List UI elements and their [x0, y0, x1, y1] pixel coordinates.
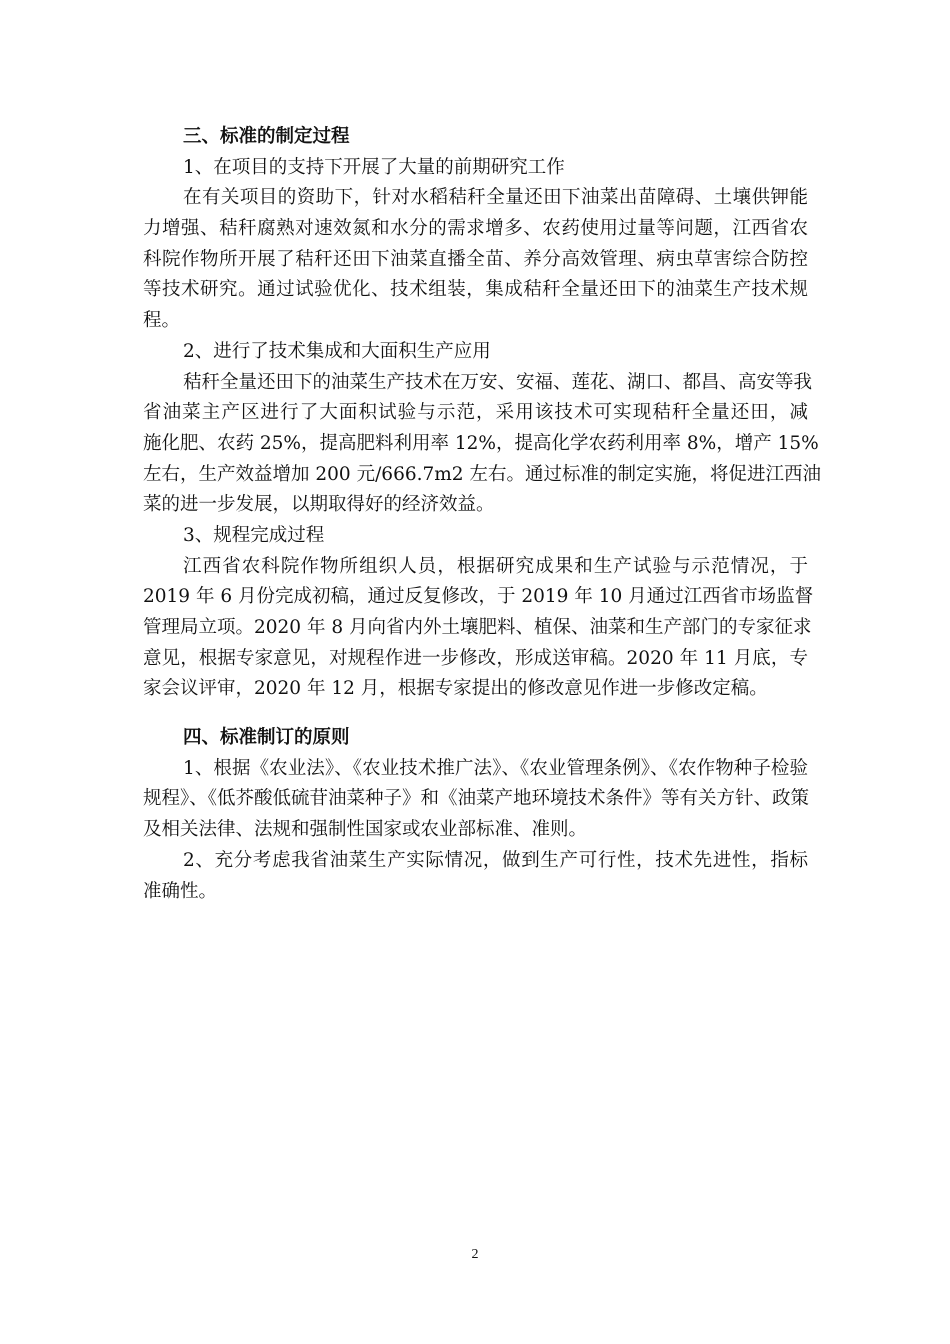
- text-line: 左右，生产效益增加 200 元/666.7m2 左右。通过标准的制定实施，将促进江西油: [143, 463, 821, 485]
- paragraph: [143, 183, 808, 336]
- text-line: 2019 年 6 月份完成初稿，通过反复修改，于 2019 年 10 月通过江西省市场监督: [143, 586, 814, 608]
- paragraph: [143, 337, 808, 368]
- text-line: 江西省农科院作物所组织人员，根据研究成果和生产试验与示范情况，于: [183, 555, 808, 577]
- section: [143, 122, 821, 705]
- paragraph: [143, 153, 808, 184]
- text-line: 意见，根据专家意见，对规程作进一步修改，形成送审稿。2020 年 11 月底，专: [143, 647, 808, 669]
- paragraph: [143, 552, 814, 705]
- text-line: 科院作物所开展了秸秆还田下油菜直播全苗、养分高效管理、病虫草害综合防控: [143, 248, 808, 270]
- paragraph: [143, 754, 808, 846]
- document-body: [143, 122, 821, 907]
- section-heading: 四、标准制订的原则: [183, 727, 350, 749]
- text-line: 1、根据《农业法》、《农业技术推广法》、《农业管理条例》、《农作物种子检验: [183, 757, 808, 779]
- section-heading: 三、标准的制定过程: [183, 126, 350, 147]
- text-line: 力增强、秸秆腐熟对速效氮和水分的需求增多、农药使用过量等问题，江西省农: [143, 218, 808, 240]
- text-line: 等技术研究。通过试验优化、技术组装，集成秸秆全量还田下的油菜生产技术规: [143, 279, 808, 301]
- text-line: 2、进行了技术集成和大面积生产应用: [183, 340, 491, 362]
- paragraph: [143, 368, 821, 521]
- paragraph: [143, 521, 808, 552]
- text-line: 省油菜主产区进行了大面积试验与示范，采用该技术可实现秸秆全量还田，减: [143, 402, 808, 424]
- text-line: 准确性。: [143, 880, 218, 902]
- text-line: 1、在项目的支持下开展了大量的前期研究工作: [183, 156, 565, 178]
- page-number: 2: [471, 1247, 479, 1262]
- text-line: 秸秆全量还田下的油菜生产技术在万安、安福、莲花、湖口、都昌、高安等我: [183, 371, 813, 393]
- text-line: 管理局立项。2020 年 8 月向省内外土壤肥料、植保、油菜和生产部门的专家征求: [143, 617, 812, 639]
- text-line: 2、充分考虑我省油菜生产实际情况，做到生产可行性，技术先进性，指标: [183, 849, 808, 871]
- text-line: 在有关项目的资助下，针对水稻秸秆全量还田下油菜出苗障碍、土壤供钾能: [183, 187, 808, 209]
- text-line: 规程》、《低芥酸低硫苷油菜种子》和《油菜产地环境技术条件》等有关方针、政策: [143, 788, 810, 810]
- text-line: 3、规程完成过程: [183, 524, 325, 546]
- text-line: 及相关法律、法规和强制性国家或农业部标准、准则。: [143, 819, 588, 841]
- paragraph: [143, 846, 808, 907]
- section: [143, 723, 808, 907]
- text-line: 菜的进一步发展，以期取得好的经济效益。: [143, 494, 495, 516]
- text-line: 家会议评审，2020 年 12 月，根据专家提出的修改意见作进一步修改定稿。: [143, 678, 768, 700]
- text-line: 程。: [143, 310, 181, 332]
- text-line: 施化肥、农药 25%，提高肥料利用率 12%，提高化学农药利用率 8%，增产 15%: [143, 432, 819, 454]
